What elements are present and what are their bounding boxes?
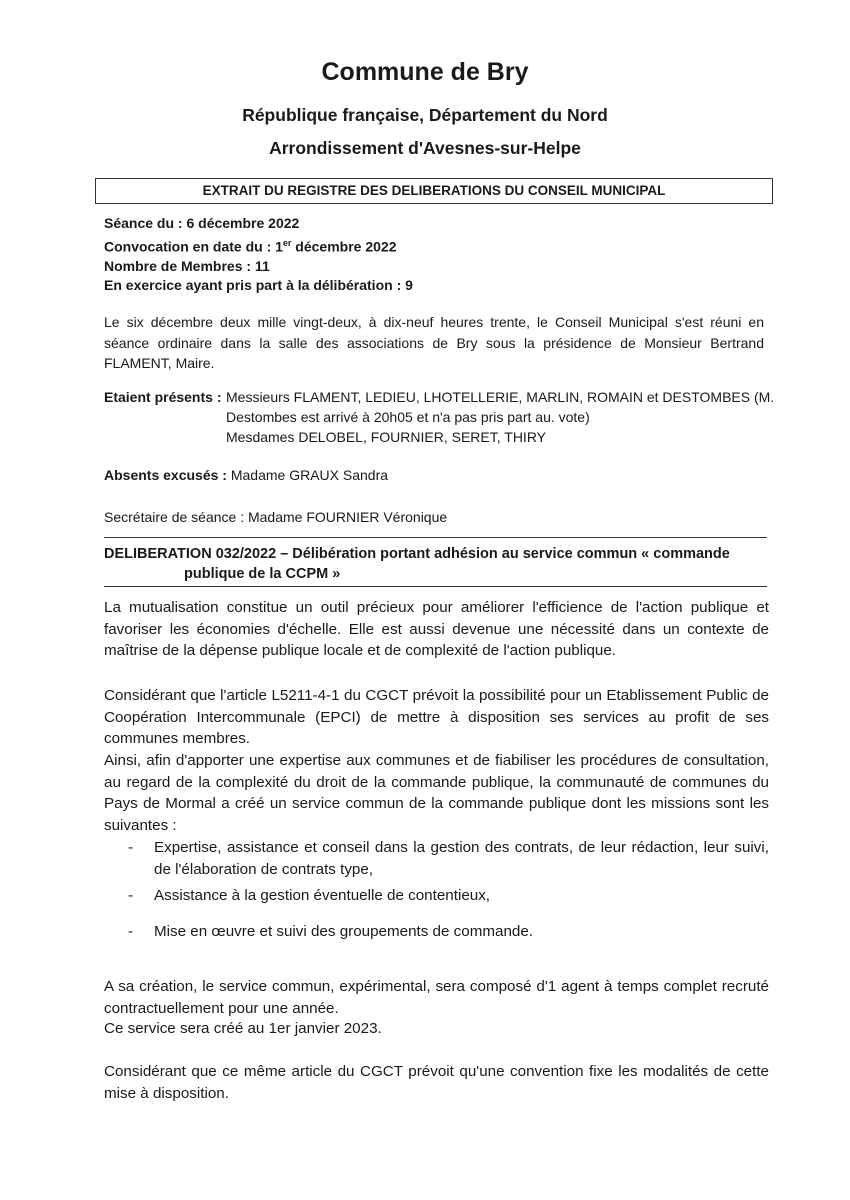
body-paragraph-1: La mutualisation constitue un outil précieux pour améliorer l'efficience de l'action publique et favoriser les économies d'échelle. Elle est aussi devenue une nécessité dans un contexte de maîtrise de la dépense publique locale et de complexité de l'action publique. [104, 599, 769, 659]
list-item: - Expertise, assistance et conseil dans la gestion des contrats, de leur rédaction, leur suivi, de l'élaboration de contrats type, [128, 839, 769, 878]
body-paragraph-6: Considérant que ce même article du CGCT prévoit qu'une convention fixe les modalités de cette mise à disposition. [104, 1063, 769, 1102]
deliberation-heading: DELIBERATION 032/2022 – Délibération portant adhésion au service commun « commande publique de la CCPM » [104, 546, 730, 582]
list-item: - Assistance à la gestion éventuelle de contentieux, [128, 887, 491, 904]
body-paragraph-3: Ainsi, afin d'apporter une expertise aux communes et de fiabiliser les procédures de consultation, au regard de la complexité du droit de la commande publique, la communauté de communes du Pays de Mormal a créé un service commun de la commande publique dont les missions sont les suivantes : [104, 752, 769, 834]
session-meta [104, 214, 413, 296]
body-paragraph-5: Ce service sera créé au 1er janvier 2023. [104, 1020, 382, 1037]
seance-date: Séance du : 6 décembre 2022 [104, 215, 300, 231]
session-secretary: Secrétaire de séance : Madame FOURNIER Véronique [104, 509, 448, 525]
body-paragraph-4: A sa création, le service commun, expérimental, sera composé d'1 agent à temps complet recruté contractuellement pour une année. [104, 978, 769, 1017]
voting-count: En exercice ayant pris part à la délibération : 9 [104, 277, 413, 294]
department-subtitle: République française, Département du Nord [242, 105, 608, 125]
attendees-women: Mesdames DELOBEL, FOURNIER, SERET, THIRY [226, 429, 547, 445]
divider-bottom [104, 586, 767, 587]
intro-paragraph: Le six décembre deux mille vingt-deux, à dix-neuf heures trente, le Conseil Municipal s'est réuni en séance ordinaire dans la salle des associations de Bry sous la présidence de Monsieur Bertrand FLAMENT, Maire. [104, 314, 764, 371]
attendees-men: Messieurs FLAMENT, LEDIEU, LHOTELLERIE, MARLIN, ROMAIN et DESTOMBES (M. Destombes est arrivé à 20h05 et n'a pas pris part au. vote) [226, 389, 775, 425]
attendees-label: Etaient présents : [104, 389, 222, 405]
commune-title: Commune de Bry [321, 58, 529, 86]
body-paragraph-2: Considérant que l'article L5211-4-1 du CGCT prévoit la possibilité pour un Etablissement Public de Coopération Intercommunale (EPCI) de mettre à disposition ses services au profit de ses communes membres. [104, 687, 769, 747]
member-count: Nombre de Membres : 11 [104, 257, 270, 274]
divider-top [104, 537, 767, 538]
register-extract-box: EXTRAIT DU REGISTRE DES DELIBERATIONS DU CONSEIL MUNICIPAL [95, 178, 773, 204]
list-item: - Mise en œuvre et suivi des groupements de commande. [128, 923, 534, 940]
convocation-date: Convocation en date du : 1er décembre 2022 [104, 237, 397, 255]
arrondissement-subtitle: Arrondissement d'Avesnes-sur-Helpe [269, 138, 581, 158]
absentees: Absents excusés : Madame GRAUX Sandra [104, 467, 389, 483]
